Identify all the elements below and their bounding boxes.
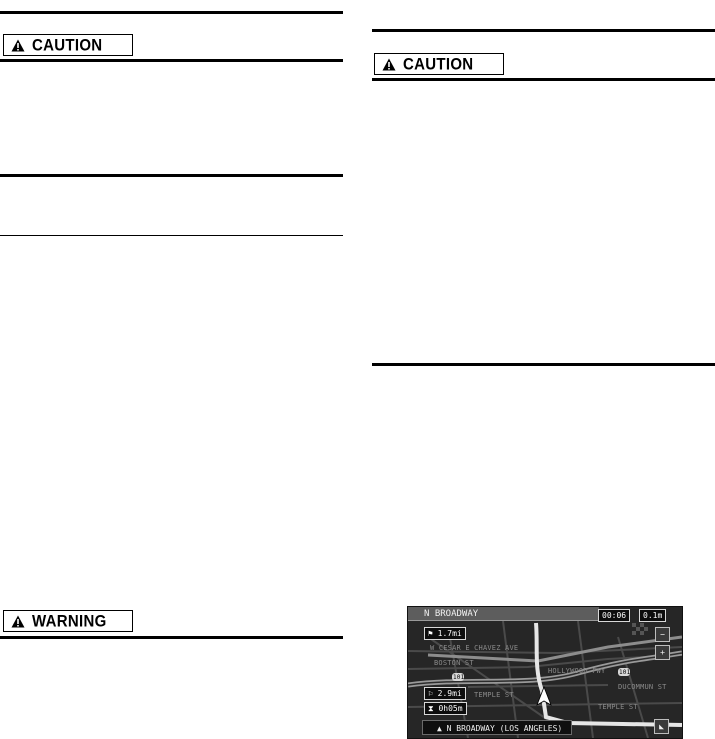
clock-readout: 00:06: [598, 609, 630, 622]
navigation-map-screenshot: [407, 606, 683, 739]
warning-underline-left: [0, 636, 343, 639]
next-turn-distance: ⚑ 1.7mi: [424, 627, 466, 640]
caution-label: CAUTION: [403, 54, 474, 74]
time-to-destination: ⧗ 0h05m: [424, 702, 467, 715]
caution-underline-right: [372, 78, 715, 81]
map-label-hollywood: HOLLYWOOD FWY: [548, 667, 606, 675]
hourglass-icon: ⧗: [428, 704, 439, 713]
caution-underline-left: [0, 59, 343, 62]
destination-distance: ⚐ 2.9mi: [424, 687, 466, 700]
map-label-temple-right: TEMPLE ST: [598, 703, 638, 711]
checkered-flag-icon: ⚐: [428, 689, 438, 698]
section-rule-right: [372, 363, 715, 366]
zoom-in-button[interactable]: +: [655, 645, 670, 660]
section-rule-left: [0, 174, 343, 177]
map-scale: 0.1m: [639, 609, 666, 622]
street-name-bar: N BROADWAY: [408, 607, 599, 621]
heading-arrow-icon: ▲: [437, 724, 447, 733]
caution-badge-left: [3, 34, 133, 56]
warning-triangle-icon: [11, 39, 25, 52]
flag-icon: ⚑: [428, 629, 438, 638]
map-label-ducommun: DUCOMMUN ST: [618, 683, 667, 691]
divider-left: [0, 235, 343, 236]
map-menu-button[interactable]: ◣: [654, 719, 669, 734]
warning-badge-left: [3, 610, 133, 632]
top-rule-right: [372, 29, 715, 32]
map-label-temple-left: TEMPLE ST: [474, 691, 514, 699]
top-rule-left: [0, 11, 343, 14]
zoom-out-button[interactable]: −: [655, 627, 670, 642]
caution-badge-right: [374, 53, 504, 75]
warning-triangle-icon: [382, 58, 396, 71]
map-label-boston: BOSTON ST: [434, 659, 474, 667]
warning-triangle-icon: [11, 615, 25, 628]
map-label-cesar-chavez: W CESAR E CHAVEZ AVE: [430, 644, 519, 652]
warning-label: WARNING: [32, 611, 107, 631]
highway-shield-101: 101: [453, 674, 465, 681]
current-street-bar: ▲ N BROADWAY (LOS ANGELES): [422, 720, 572, 735]
highway-shield-101: 101: [619, 669, 631, 676]
caution-label: CAUTION: [32, 35, 103, 55]
